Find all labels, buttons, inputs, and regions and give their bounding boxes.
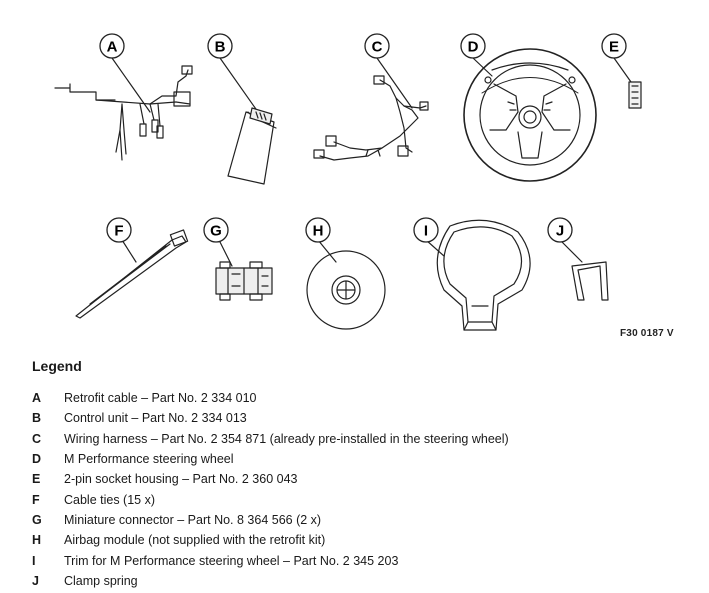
callout-g	[204, 218, 228, 242]
legend-item	[32, 429, 692, 449]
legend-key: J	[32, 573, 39, 588]
part-h-airbag-module	[307, 240, 385, 329]
legend-item	[32, 489, 692, 509]
svg-text:C: C	[371, 38, 383, 56]
svg-text:D: D	[467, 38, 479, 56]
legend-key: I	[32, 553, 36, 568]
legend-list	[32, 388, 692, 591]
callout-a	[100, 34, 124, 58]
legend-key: B	[32, 411, 42, 426]
legend-item	[32, 550, 692, 570]
legend-text: Retrofit cable – Part No. 2 334 010	[64, 391, 257, 406]
callout-labels	[100, 34, 626, 242]
legend-title: Legend	[32, 358, 82, 374]
part-b-control-unit	[220, 58, 276, 184]
part-a-retrofit-cable	[55, 58, 192, 160]
svg-text:H: H	[312, 222, 324, 240]
callout-e	[602, 34, 626, 58]
part-e-socket-housing	[614, 58, 641, 108]
legend-item	[32, 388, 692, 408]
svg-text:I: I	[423, 222, 429, 240]
part-j-clamp-spring	[560, 240, 608, 300]
callout-f	[107, 218, 131, 242]
svg-text:G: G	[210, 222, 222, 240]
legend-text: Clamp spring	[64, 573, 138, 588]
callout-b	[208, 34, 232, 58]
legend-text: Airbag module (not supplied with the retrofit kit)	[64, 533, 326, 548]
legend-key: D	[32, 452, 42, 467]
callout-i	[414, 218, 438, 242]
legend-item	[32, 510, 692, 530]
legend-key: F	[32, 492, 40, 507]
svg-text:B: B	[214, 38, 226, 56]
legend-text: M Performance steering wheel	[64, 452, 234, 467]
part-c-wiring-harness	[314, 58, 428, 160]
svg-text:F: F	[114, 222, 124, 240]
callout-c	[365, 34, 389, 58]
svg-text:A: A	[106, 38, 118, 56]
legend-key: H	[32, 533, 42, 548]
part-d-steering-wheel	[464, 49, 596, 181]
legend-text: Cable ties (15 x)	[64, 492, 156, 507]
figure-code: F30 0187 V	[620, 328, 674, 339]
legend-item	[32, 530, 692, 550]
legend-item	[32, 408, 692, 428]
callout-j	[548, 218, 572, 242]
svg-text:E: E	[608, 38, 620, 56]
legend-key: A	[32, 391, 42, 406]
svg-text:J: J	[555, 222, 565, 240]
legend-item	[32, 449, 692, 469]
part-g-miniature-connector	[216, 240, 272, 300]
legend-text: 2-pin socket housing – Part No. 2 360 043	[64, 472, 298, 487]
legend-key: G	[32, 512, 42, 527]
legend-text: Wiring harness – Part No. 2 354 871 (already pre-installed in the steering wheel)	[64, 431, 509, 446]
legend-item	[32, 469, 692, 489]
callout-h	[306, 218, 330, 242]
legend-item	[32, 571, 692, 591]
legend-text: Trim for M Performance steering wheel – Part No. 2 345 203	[64, 553, 399, 568]
part-i-steering-trim	[423, 220, 530, 330]
legend-text: Control unit – Part No. 2 334 013	[64, 411, 247, 426]
callout-d	[461, 34, 485, 58]
legend-key: E	[32, 472, 41, 487]
part-f-cable-ties	[76, 230, 188, 318]
legend-key: C	[32, 431, 42, 446]
legend-text: Miniature connector – Part No. 8 364 566 (2 x)	[64, 512, 322, 527]
